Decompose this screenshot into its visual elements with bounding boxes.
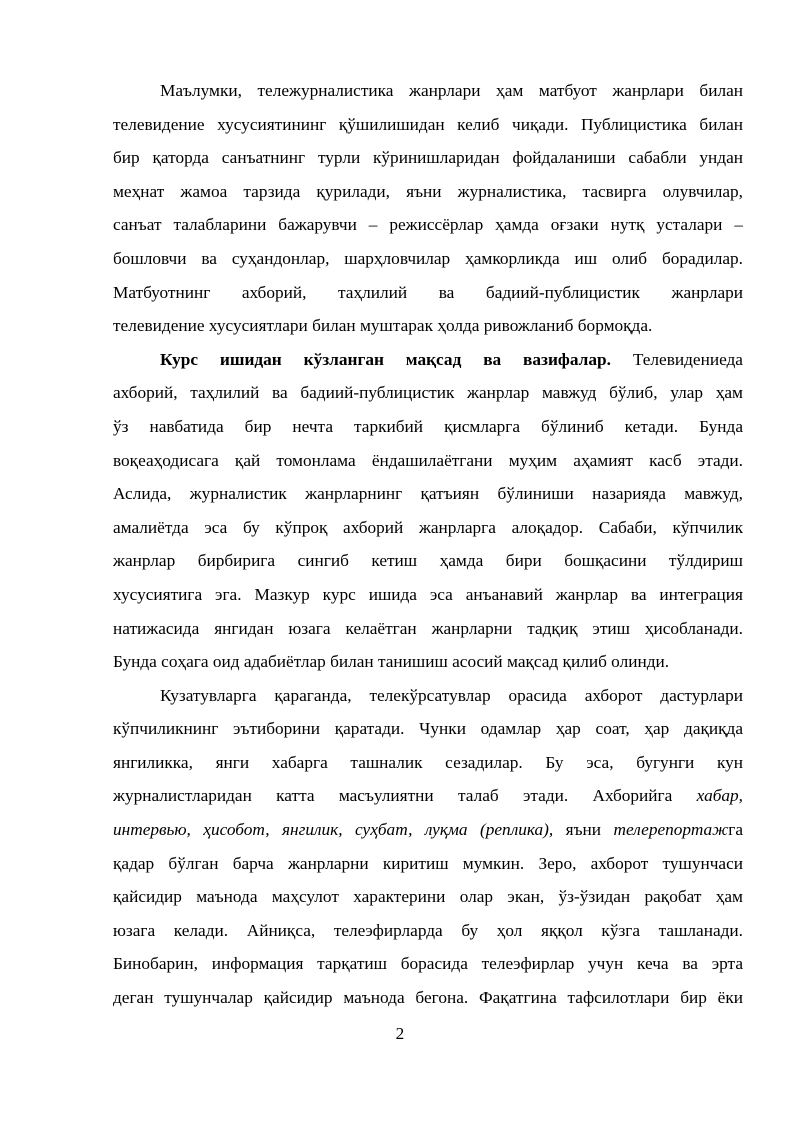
text-line: ахборий, таҳлилий ва бадиий-публицистик жанрлар мавжуд бўлиб, улар ҳам [113, 383, 743, 403]
text-line: юзага келади. Айниқса, телеэфирларда бу ҳол яққол кўзга ташланади. [113, 920, 743, 940]
text-line: телевидение хусусиятлари билан муштарак ҳолда ривожланиб бормоқда. [113, 316, 653, 336]
text-line [113, 343, 743, 377]
text-line: хусусиятига эга. Мазкур курс ишида эса анъанавий жанрлар ва интеграция [113, 584, 743, 604]
text-line: Бинобарин, информация тарқатиш борасида телеэфирлар учун кеча ва эрта [113, 954, 743, 974]
text-line [113, 813, 743, 847]
paragraph-3 [113, 679, 743, 1015]
text-line: телевидение хусусиятининг қўшилишидан келиб чиқади. Публицистика билан [113, 114, 743, 134]
text-line: кўпчиликнинг эътиборини қаратади. Чунки одамлар ҳар соат, ҳар дақиқда [113, 719, 743, 739]
text-line: Кузатувларга қараганда, телекўрсатувлар орасида ахборот дастурлари [160, 685, 743, 705]
text-line: қадар бўлган барча жанрларни киритиш мумкин. Зеро, ахборот тушунчаси [113, 853, 743, 873]
document-body [113, 74, 743, 1015]
paragraph-2 [113, 343, 743, 679]
text-line: ўз навбатида бир нечта таркибий қисмларга бўлиниб кетади. Бунда [113, 416, 743, 436]
text-line: бошловчи ва суҳандонлар, шарҳловчилар ҳамкорликда иш олиб борадилар. [113, 248, 743, 268]
text-fragment: га [728, 820, 743, 840]
page-number: 2 [395, 1024, 405, 1043]
italic-term: интервью, ҳисобот, янгилик, суҳбат, луқма (реплика), [113, 820, 554, 840]
text-line: қайсидир маънода маҳсулот характерини олар экан, ўз-ўзидан рақобат ҳам [113, 887, 743, 907]
text-line: амалиётда эса бу кўпроқ ахборий жанрларга алоқадор. Сабаби, кўпчилик [113, 517, 743, 537]
italic-term: хабар, [696, 786, 743, 806]
text-line: бир қаторда санъатнинг турли кўринишларидан фойдаланиши сабабли ундан [113, 148, 743, 168]
text-fragment: Телевидениеда [610, 349, 743, 369]
text-line: Маълумки, тележурналистика жанрлари ҳам матбуот жанрлари билан [160, 81, 743, 100]
text-line: воқеаҳодисага қай томонлама ёндашилаётгани муҳим аҳамият касб этади. [113, 450, 743, 470]
text-line [113, 779, 743, 813]
text-fragment: журналистларидан катта масъулиятни талаб этади. Ахборийга [113, 786, 673, 806]
text-line: жанрлар бирбирига сингиб кетиш ҳамда бири бошқасини тўлдириш [113, 551, 743, 571]
text-line: Матбуотнинг ахборий, таҳлилий ва бадиий-публицистик жанрлари [113, 282, 743, 302]
text-line: деган тушунчалар қайсидир маънода бегона. Фақатгина тафсилотлари бир ёки [113, 988, 743, 1008]
text-line: янгиликка, янги хабарга ташналик сезадилар. Бу эса, бугунги кун [113, 752, 743, 772]
italic-term: телерепортаж [613, 820, 729, 840]
text-line: Бунда соҳага оид адабиётлар билан танишиш асосий мақсад қилиб олинди. [113, 652, 670, 672]
section-heading: Курс ишидан кўзланган мақсад ва вазифалар. [160, 349, 611, 369]
text-line: Аслида, журналистик жанрларнинг қатъиян бўлиниши назарияда мавжуд, [113, 484, 743, 504]
paragraph-1 [113, 74, 743, 343]
text-line: натижасида янгидан юзага келаётган жанрларни тадқиқ этиш ҳисобланади. [113, 618, 743, 638]
text-line: санъат талабларини бажарувчи – режиссёрлар ҳамда оғзаки нутқ усталари – [113, 215, 743, 235]
text-fragment: яъни [553, 820, 614, 840]
text-line: меҳнат жамоа тарзида қурилади, яъни журналистика, тасвирга олувчилар, [113, 181, 743, 201]
